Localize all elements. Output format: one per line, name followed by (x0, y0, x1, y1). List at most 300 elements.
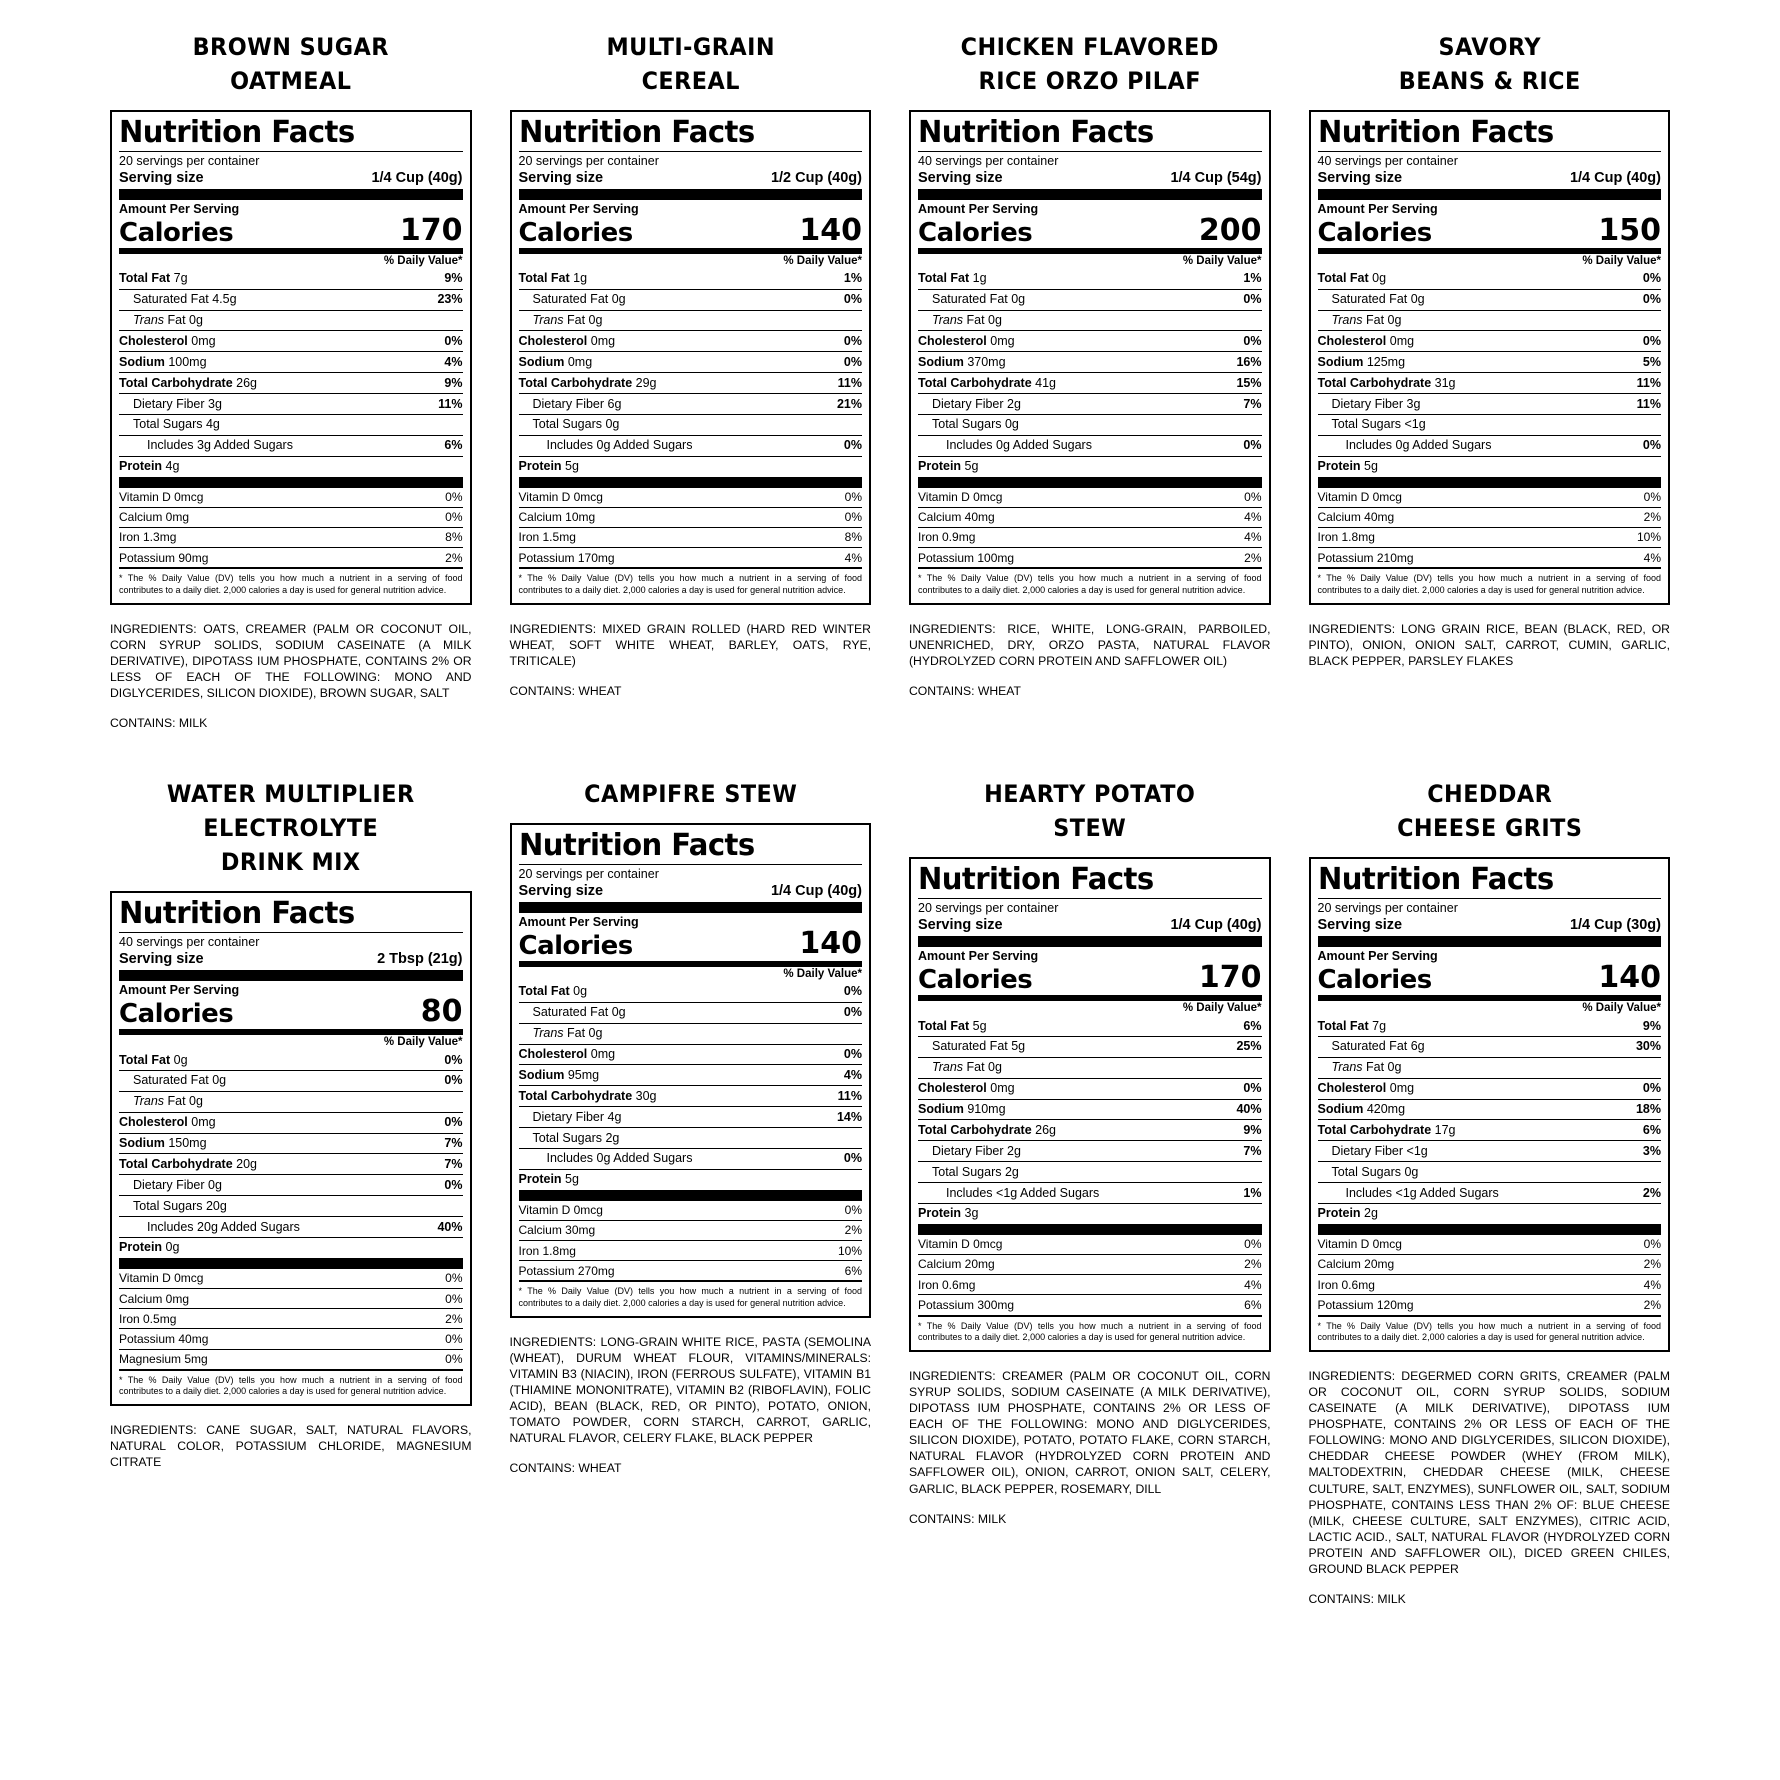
calories-row (119, 212, 463, 248)
vitamin-rows (1318, 1235, 1662, 1315)
nutrient-row (119, 1050, 463, 1070)
vitamin-name: Potassium 170mg (518, 550, 615, 565)
nutrient-label: Trans (1331, 313, 1363, 328)
nutrient-label: Protein (918, 459, 962, 474)
vitamin-name: Calcium 40mg (1317, 510, 1395, 525)
calories-label: Calories (119, 999, 234, 1030)
nutrient-name (119, 1135, 207, 1152)
contains-allergen-text: CONTAINS: WHEAT (509, 683, 622, 698)
nutrition-panel (909, 777, 1271, 1607)
nutrient-row (918, 289, 1262, 310)
nutrient-name (1318, 291, 1425, 308)
nutrient-name (119, 1052, 188, 1069)
calories-value: 170 (1198, 960, 1262, 995)
nutrient-percent: 0% (843, 354, 862, 369)
nutrient-label: Dietary Fiber (932, 396, 1004, 411)
nutrient-row (519, 393, 863, 414)
product-title (922, 30, 1258, 98)
nutrient-row (1318, 289, 1662, 310)
nutrient-value: 30g (635, 1088, 657, 1103)
nutrient-label: Trans (1331, 1060, 1363, 1075)
nutrition-panel (909, 30, 1271, 731)
daily-value-footnote: * The % Daily Value (DV) tells you how much a nutrient in a serving of food contributes to a daily diet. 2,000 calories a day is used for general nutrition advice. (1317, 573, 1661, 595)
nutrient-value: 26g (1035, 1122, 1057, 1137)
vitamin-percent: 10% (1636, 530, 1661, 545)
vitamin-name: Vitamin D 0mcg (518, 1203, 603, 1218)
vitamin-rows (519, 488, 863, 568)
serving-size-row (1318, 917, 1662, 936)
nutrient-value: 0mg (567, 354, 593, 369)
vitamin-percent: 0% (1244, 490, 1262, 505)
nutrient-name (519, 333, 616, 350)
nutrient-row (1318, 1036, 1662, 1057)
nutrient-label: Dietary Fiber (932, 1143, 1004, 1158)
servings-per-container: 20 servings per container (918, 901, 1059, 916)
calories-label: Calories (1317, 217, 1432, 248)
nutrient-name (119, 396, 222, 413)
vitamin-percent: 2% (445, 1311, 463, 1326)
vitamin-percent: 4% (1244, 530, 1262, 545)
nutrient-name (1318, 1080, 1415, 1097)
nutrient-value: Fat 0g (567, 1026, 603, 1041)
nutrient-label: Total Carbohydrate (119, 1156, 233, 1171)
nutrition-facts-label (1309, 110, 1671, 605)
nutrient-label: Trans (133, 1094, 165, 1109)
nutrient-percent: 5% (1642, 354, 1661, 369)
nutrient-row (918, 435, 1262, 456)
vitamin-rows (1318, 488, 1662, 568)
nutrient-name (918, 1205, 978, 1222)
nutrient-label: Total Sugars (932, 417, 1002, 432)
serving-size-row (119, 170, 463, 189)
nutrient-name (1318, 354, 1406, 371)
nutrient-percent: 0% (843, 1005, 862, 1020)
nutrient-value: 4g (165, 459, 180, 474)
calories-label: Calories (518, 217, 633, 248)
nutrient-label: Trans (133, 313, 165, 328)
nutrition-panel (510, 30, 872, 731)
nutrient-value: 2g (1004, 1164, 1019, 1179)
nutrient-name (1318, 458, 1378, 475)
nutrient-value: 0mg (1389, 1081, 1415, 1096)
nutrient-row (519, 1002, 863, 1023)
nutrient-label: Total Fat (518, 984, 570, 999)
nutrient-value: 29g (635, 375, 657, 390)
contains-allergen-text: CONTAINS: MILK (110, 716, 208, 731)
vitamin-row (918, 488, 1262, 507)
nutrient-row (119, 414, 463, 435)
nutrient-name (1318, 1059, 1402, 1076)
nutrient-row (1318, 393, 1662, 414)
nutrient-name (519, 458, 579, 475)
nutrient-name (1318, 1101, 1406, 1118)
nutrient-label: Dietary Fiber (532, 1109, 605, 1124)
nutrition-panel (110, 30, 472, 731)
nutrient-label: Saturated Fat (532, 292, 609, 307)
nutrient-value: <1g Added Sugars (996, 1185, 1100, 1200)
nutrient-rows (918, 269, 1262, 477)
vitamin-percent: 4% (844, 550, 862, 565)
nutrient-label: Saturated Fat (133, 292, 209, 307)
nutrient-percent: 18% (1635, 1102, 1661, 1116)
servings-per-container: 20 servings per container (1317, 901, 1458, 916)
serving-size-value: 1/4 Cup (30g) (1569, 917, 1661, 933)
vitamin-name: Potassium 100mg (918, 550, 1015, 565)
product-title-line: BROWN SUGAR (192, 33, 389, 61)
nutrient-name (519, 396, 622, 413)
nutrient-value: 420mg (1366, 1102, 1406, 1116)
nutrient-label: Total Fat (1317, 271, 1369, 286)
nutrient-label: Trans (532, 313, 564, 328)
serving-size-value: 2 Tbsp (21g) (377, 951, 463, 968)
vitamin-row (119, 1308, 463, 1328)
nutrition-facts-heading: Nutrition Facts (119, 896, 355, 932)
nutrient-percent: 21% (836, 396, 862, 411)
nutrient-row (519, 1044, 863, 1065)
vitamin-percent: 0% (445, 490, 463, 505)
nutrient-value: 3g (1406, 396, 1421, 411)
servings-per-container: 20 servings per container (518, 154, 659, 169)
vitamin-row (119, 527, 463, 547)
nutrient-row (519, 1127, 863, 1148)
nutrient-value: 0g (165, 1240, 180, 1255)
nutrient-name (918, 458, 978, 475)
vitamin-percent: 2% (1643, 510, 1661, 525)
nutrient-percent: 0% (444, 1052, 463, 1067)
product-title-line: STEW (1053, 814, 1127, 843)
vitamin-percent: 0% (445, 1331, 463, 1346)
nutrient-label: Protein (518, 459, 562, 474)
ingredients-text: INGREDIENTS: LONG GRAIN RICE, BEAN (BLACK, RED, OR PINTO), ONION, ONION SALT, CARROT, CUMIN, GARLIC, BLACK PEPPER, PARSLEY FLAKES (1308, 621, 1670, 668)
nutrient-row (119, 289, 463, 310)
ingredients-text: INGREDIENTS: CREAMER (PALM OR COCONUT OIL, CORN SYRUP SOLIDS, SODIUM CASEINATE (A MILK DERIVATIVE), DIPOTASS IUM PHOSPHATE, CONTAINS 2% OR LESS OF EACH OF THE FOLLOWING: MONO AND DIGLYCERIDES, SILICON DIOXIDE), POTATO, POTATO FLAKE, CORN STARCH, NATURAL FLAVOR (HYDROLYZED CORN PROTEIN AND SAFFLOWER OIL), ONION, CARROT, ONION SALT, CELERY, GARLIC, BLACK PEPPER, ROSEMARY, DILL (909, 1368, 1271, 1496)
vitamin-name: Potassium 210mg (1317, 550, 1414, 565)
nutrient-row (918, 1161, 1262, 1182)
vitamin-percent: 0% (445, 510, 463, 525)
nutrient-value: 2g (1364, 1206, 1378, 1221)
nutrient-percent: 7% (444, 1136, 463, 1151)
nutrient-value: 20g (205, 1198, 227, 1213)
nutrient-label: Protein (1317, 1206, 1361, 1221)
daily-value-header: % Daily Value* (783, 254, 862, 267)
nutrient-value: 0mg (191, 1115, 216, 1130)
nutrient-name (119, 458, 179, 475)
nutrient-rows (918, 1016, 1262, 1224)
vitamin-percent: 2% (1244, 1257, 1262, 1272)
nutrient-row (1318, 310, 1662, 331)
nutrient-label: Total Sugars (133, 417, 203, 432)
serving-size-value: 1/4 Cup (54g) (1170, 169, 1262, 186)
vitamin-row (519, 1240, 863, 1260)
vitamin-name: Iron 1.8mg (1317, 530, 1375, 545)
nutrient-label: Sodium (1317, 354, 1364, 369)
calories-row (1317, 212, 1662, 248)
nutrient-percent: 16% (1236, 354, 1262, 369)
nutrient-label: Saturated Fat (1331, 292, 1408, 307)
nutrient-value: 7g (173, 271, 188, 286)
vitamin-name: Iron 0.9mg (918, 530, 976, 545)
nutrient-percent: 0% (843, 1047, 862, 1062)
nutrient-name (1318, 437, 1492, 454)
nutrient-value: 0mg (1389, 333, 1415, 348)
vitamin-row (119, 1349, 463, 1369)
product-title-line: OATMEAL (230, 67, 352, 96)
nutrient-label: Total Sugars (133, 1198, 203, 1213)
nutrient-name (119, 1114, 216, 1131)
nutrient-value: 2g (1007, 1143, 1021, 1158)
vitamin-name: Vitamin D 0mcg (1317, 1237, 1402, 1252)
nutrient-rows (119, 1050, 463, 1258)
vitamin-row (918, 507, 1262, 527)
vitamin-percent: 6% (1244, 1297, 1262, 1312)
vitamin-percent: 6% (844, 1263, 862, 1278)
nutrient-value: 6g (1410, 1039, 1425, 1054)
nutrient-value: 910mg (967, 1102, 1006, 1116)
nutrient-label: Includes (147, 1219, 194, 1234)
nutrient-percent: 11% (1636, 375, 1661, 390)
nutrition-facts-heading: Nutrition Facts (518, 828, 755, 864)
vitamin-name: Calcium 40mg (918, 510, 995, 525)
nutrient-value: 0g (611, 1005, 626, 1020)
nutrient-label: Includes (1345, 1185, 1393, 1200)
nutrient-name (519, 983, 588, 1000)
nutrient-percent: 0% (1642, 438, 1661, 453)
daily-value-header: % Daily Value* (383, 254, 463, 267)
nutrient-label: Includes (946, 438, 993, 453)
nutrient-name (918, 270, 987, 287)
vitamin-name: Potassium 300mg (918, 1297, 1015, 1312)
nutrient-row (918, 414, 1262, 435)
product-title-line: BEANS & RICE (1398, 67, 1581, 96)
calories-row (518, 212, 863, 248)
nutrient-row (519, 414, 863, 435)
nutrient-label: Includes (1345, 438, 1393, 453)
product-title (1321, 30, 1657, 98)
nutrient-value: 20g (236, 1156, 258, 1171)
calories-value: 140 (1598, 960, 1661, 995)
nutrient-name (519, 1025, 603, 1042)
nutrient-row (119, 1174, 463, 1195)
product-title (922, 777, 1258, 845)
nutrition-facts-label (909, 857, 1271, 1352)
nutrient-label: Cholesterol (119, 333, 188, 348)
nutrient-value: 5g (565, 1172, 579, 1187)
nutrition-facts-heading: Nutrition Facts (1317, 115, 1554, 151)
product-title-line: WATER MULTIPLIER (166, 780, 415, 809)
nutrition-facts-heading: Nutrition Facts (918, 115, 1154, 151)
nutrient-row (918, 1036, 1262, 1057)
serving-size-value: 1/4 Cup (40g) (1569, 169, 1661, 186)
nutrient-row (1318, 1099, 1662, 1120)
nutrient-value: 5g (565, 459, 579, 474)
nutrient-row (119, 393, 463, 414)
daily-value-header: % Daily Value* (383, 1036, 463, 1049)
nutrient-label: Total Carbohydrate (918, 1122, 1032, 1137)
nutrient-row (918, 310, 1262, 331)
nutrient-label: Total Fat (119, 271, 171, 286)
nutrient-label: Total Sugars (1331, 417, 1401, 432)
nutrient-percent: 11% (1636, 396, 1661, 411)
amount-per-serving-label: Amount Per Serving (1317, 949, 1438, 963)
servings-per-container: 40 servings per container (1317, 154, 1458, 169)
product-title-line: CHICKEN FLAVORED (960, 33, 1219, 61)
nutrient-value: 20g Added Sugars (197, 1219, 300, 1234)
nutrient-name (119, 1177, 222, 1194)
nutrient-name (119, 270, 188, 287)
nutrient-name (519, 437, 693, 454)
nutrient-name (1318, 270, 1387, 287)
calories-row (1317, 960, 1662, 995)
nutrient-name (1318, 1038, 1425, 1055)
vitamin-percent: 0% (1244, 1237, 1262, 1252)
nutrient-name (918, 1101, 1006, 1118)
nutrient-value: 0g (1004, 417, 1019, 432)
servings-per-container: 20 servings per container (518, 867, 659, 882)
panel-grid-row-1 (110, 30, 1670, 731)
nutrient-row (918, 1016, 1262, 1036)
nutrient-label: Total Sugars (932, 1164, 1002, 1179)
daily-value-footnote: * The % Daily Value (DV) tells you how much a nutrient in a serving of food contributes to a daily diet. 2,000 calories a day is used for general nutrition advice. (518, 1286, 862, 1309)
nutrient-percent: 15% (1236, 375, 1262, 390)
nutrient-row (918, 1078, 1262, 1099)
vitamin-name: Potassium 40mg (119, 1331, 209, 1346)
nutrient-name (519, 354, 593, 371)
nutrition-facts-heading: Nutrition Facts (518, 115, 755, 151)
product-title-line: MULTI-GRAIN (605, 33, 775, 61)
serving-size-value: 1/4 Cup (40g) (770, 882, 862, 899)
nutrient-value: 0g (1372, 271, 1387, 286)
nutrient-percent: 4% (843, 1067, 862, 1082)
nutrient-percent: 0% (1642, 333, 1661, 348)
nutrient-value: 0g Added Sugars (996, 438, 1092, 453)
nutrient-name (1318, 1185, 1499, 1202)
nutrient-label: Total Sugars (532, 1130, 602, 1145)
nutrient-value: 0g (1011, 292, 1026, 307)
nutrient-row (519, 330, 863, 351)
nutrient-name (519, 1088, 657, 1105)
nutrient-row (119, 1153, 463, 1174)
nutrient-name (519, 1150, 693, 1167)
calories-label: Calories (518, 930, 633, 961)
serving-size-label: Serving size (918, 917, 1003, 933)
nutrient-percent: 0% (843, 1151, 862, 1166)
vitamin-percent: 2% (1643, 1257, 1661, 1272)
nutrient-row (119, 435, 463, 456)
nutrient-name (1318, 375, 1456, 392)
nutrient-label: Includes (546, 1151, 594, 1166)
calories-label: Calories (918, 965, 1033, 995)
nutrient-value: 7g (1372, 1018, 1387, 1033)
nutrient-percent: 0% (843, 984, 862, 999)
nutrient-value: Fat 0g (567, 313, 603, 328)
nutrient-label: Protein (119, 1240, 163, 1255)
nutrient-label: Dietary Fiber (1331, 1143, 1404, 1158)
vitamin-name: Iron 0.6mg (918, 1277, 976, 1292)
nutrient-row (1318, 1203, 1662, 1224)
contains-allergen-text: CONTAINS: MILK (1308, 1592, 1406, 1607)
nutrient-name (1318, 416, 1426, 433)
daily-value-footnote: * The % Daily Value (DV) tells you how much a nutrient in a serving of food contributes to a daily diet. 2,000 calories a day is used for general nutrition advice. (119, 573, 463, 595)
serving-size-row (519, 883, 863, 902)
ingredients-text: INGREDIENTS: CANE SUGAR, SALT, NATURAL FLAVORS, NATURAL COLOR, POTASSIUM CHLORIDE, MAGNESIUM CITRATE (110, 1423, 472, 1470)
vitamin-name: Calcium 10mg (518, 510, 596, 525)
daily-value-header: % Daily Value* (1582, 1002, 1661, 1014)
calories-row (918, 212, 1262, 248)
nutrient-label: Includes (147, 438, 194, 453)
nutrient-value: Fat 0g (1366, 313, 1402, 328)
nutrient-percent: 3% (1642, 1143, 1661, 1158)
amount-per-serving-label: Amount Per Serving (1317, 201, 1438, 216)
nutrient-percent: 1% (1243, 271, 1262, 286)
nutrition-facts-label (110, 891, 472, 1406)
nutrition-facts-label (510, 110, 872, 605)
nutrition-facts-label (110, 110, 472, 605)
nutrient-percent: 25% (1236, 1039, 1262, 1054)
vitamin-percent: 2% (844, 1223, 862, 1238)
nutrient-label: Trans (932, 1060, 964, 1075)
product-title (123, 777, 459, 879)
nutrition-facts-heading: Nutrition Facts (918, 862, 1154, 898)
nutrient-name (918, 1122, 1056, 1139)
nutrient-label: Cholesterol (119, 1115, 188, 1130)
nutrient-name (519, 375, 657, 392)
vitamin-percent: 0% (1643, 1237, 1661, 1252)
panel-grid-row-2 (110, 777, 1670, 1607)
nutrient-value: 125mg (1366, 354, 1406, 369)
vitamin-percent: 8% (844, 530, 862, 545)
vitamin-rows (918, 1235, 1262, 1315)
nutrient-name (918, 375, 1056, 392)
nutrient-name (1318, 333, 1415, 350)
nutrient-name (519, 1004, 626, 1021)
vitamin-percent: 4% (1244, 510, 1262, 525)
daily-value-footnote: * The % Daily Value (DV) tells you how much a nutrient in a serving of food contributes to a daily diet. 2,000 calories a day is used for general nutrition advice. (918, 1320, 1262, 1343)
nutrition-panel (110, 777, 472, 1607)
nutrient-percent: 1% (843, 271, 862, 286)
product-title-line: CAMPIFRE STEW (583, 780, 797, 809)
nutrition-facts-label (1309, 857, 1671, 1352)
nutrient-label: Total Sugars (532, 417, 602, 432)
nutrient-value: 0mg (590, 333, 616, 348)
nutrient-label: Dietary Fiber (1331, 396, 1404, 411)
product-title-line: HEARTY POTATO (984, 780, 1196, 809)
nutrient-label: Protein (1317, 459, 1361, 474)
vitamin-name: Magnesium 5mg (119, 1352, 208, 1367)
nutrient-row (519, 1085, 863, 1106)
nutrient-percent: 0% (1243, 333, 1262, 348)
nutrient-name (519, 1109, 622, 1126)
nutrient-label: Cholesterol (918, 1081, 987, 1096)
nutrient-label: Includes (946, 1185, 993, 1200)
nutrient-percent: 40% (437, 1219, 463, 1234)
nutrient-value: 370mg (967, 354, 1006, 369)
contains-allergen-text: CONTAINS: WHEAT (909, 683, 1021, 698)
nutrient-row (1318, 1182, 1662, 1203)
nutrient-percent: 0% (444, 1177, 463, 1192)
nutrient-value: 17g (1434, 1122, 1456, 1137)
nutrient-row (519, 1064, 863, 1085)
vitamin-row (1318, 1254, 1662, 1274)
nutrient-percent: 9% (1642, 1018, 1661, 1033)
vitamin-name: Potassium 120mg (1317, 1297, 1414, 1312)
nutrient-label: Trans (532, 1026, 564, 1041)
nutrient-name (519, 270, 588, 287)
vitamin-row (918, 527, 1262, 547)
contains-allergen-text: CONTAINS: WHEAT (509, 1461, 622, 1476)
nutrient-value: 31g (1434, 375, 1456, 390)
nutrient-row (519, 1106, 863, 1127)
vitamin-percent: 2% (1643, 1297, 1661, 1312)
